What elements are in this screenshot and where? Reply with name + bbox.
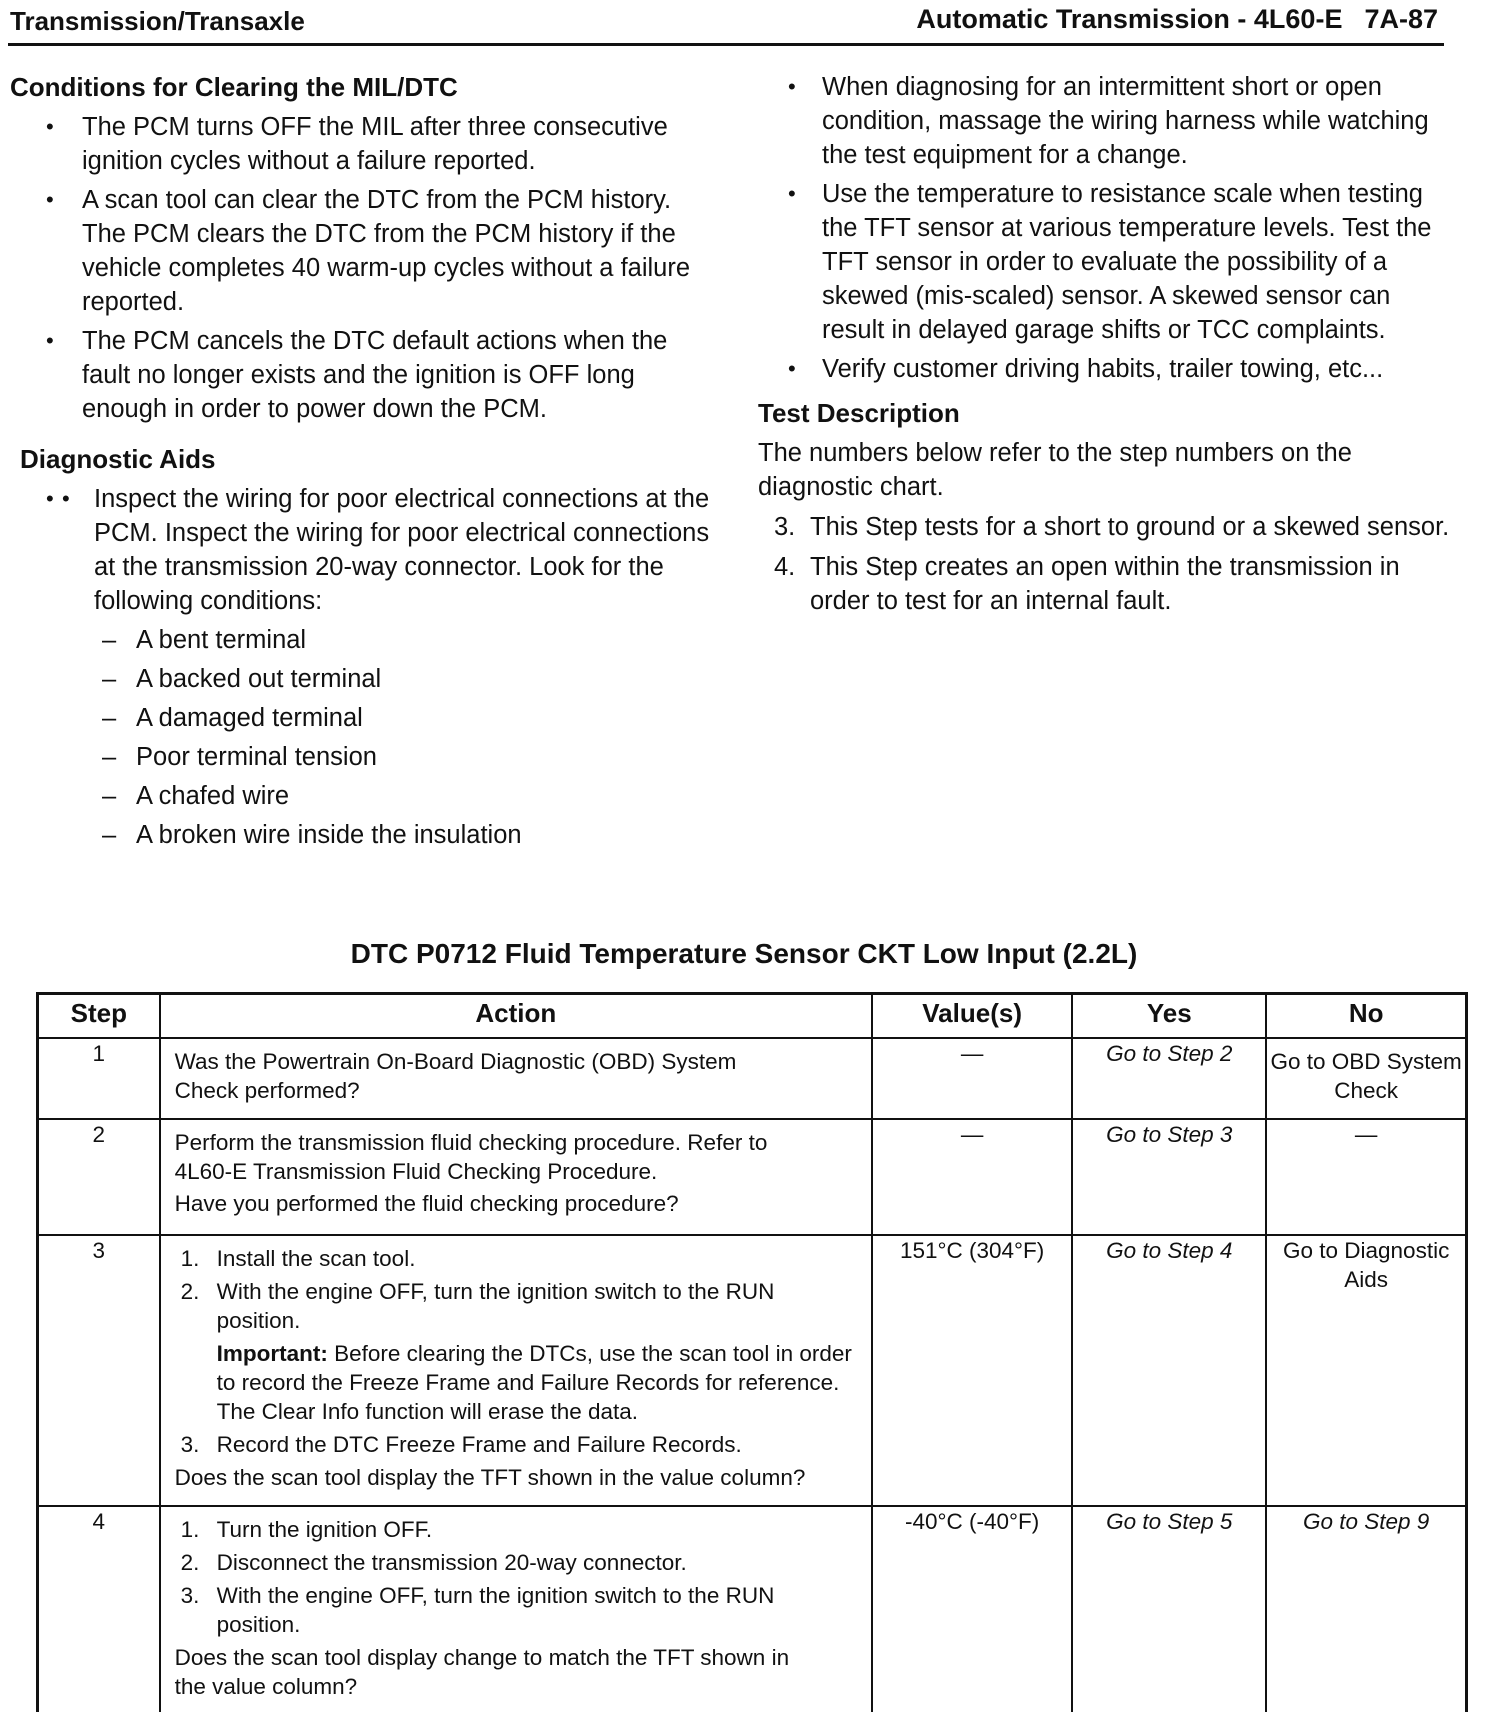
item-number: 3. [180,1431,200,1457]
item-number: 1. [180,1516,200,1542]
item-text: This Step tests for a short to ground or a skewed sensor. [810,513,1450,541]
list-item [10,482,710,618]
step-number: 4 [38,1506,160,1712]
chapter-title [916,4,1438,35]
action-question: Does the scan tool display change to match the TFT shown in the value column? [174,1644,790,1699]
table-header-row [38,994,1467,1038]
list-item: • The PCM cancels the DTC default actions when the fault no longer exists and the ignition is OFF long enough in order to power down the PCM. [10,324,710,426]
important-note [175,1339,857,1426]
list-item: • Verify customer driving habits, trailer towing, etc... [758,352,1458,386]
action-question: Was the Powertrain On-Board Diagnostic (OBD) System Check performed? [174,1048,737,1103]
action-cell [160,1038,872,1119]
value-cell: -40°C (-40°F) [872,1506,1072,1712]
important-label: Important: [216,1340,328,1366]
action-question: Does the scan tool display the TFT shown in the value column? [174,1464,806,1490]
item-number: 4. [774,553,796,581]
diagnostic-table [36,992,1468,1712]
list-item: – A bent terminal [10,623,710,657]
item-number: 3. [774,513,796,541]
bullet-icon: • • [62,486,70,511]
important-text: Before clearing the DTCs, use the scan tool in order to record the Freeze Frame and Failure Records for reference. The Clear Info function will erase the data. [216,1340,852,1424]
diagnostic-aids-heading: Diagnostic Aids [20,444,216,474]
list-item: • The PCM turns OFF the MIL after three consecutive ignition cycles without a failure reported. [10,110,710,178]
no-cell: Go to OBD System Check [1266,1038,1466,1119]
no-cell: Go to Step 9 [1266,1506,1466,1712]
action-cell [160,1119,872,1235]
action-step [175,1515,857,1544]
item-text: With the engine OFF, turn the ignition switch to the RUN position. [216,1582,775,1637]
list-item: • When diagnosing for an intermittent short or open condition, massage the wiring harness while watching the test equipment for a change. [758,70,1458,172]
yes-cell: Go to Step 3 [1072,1119,1266,1235]
list-item: • A scan tool can clear the DTC from the PCM history. The PCM clears the DTC from the PCM history if the vehicle completes 40 warm-up cycles without a failure reported. [10,183,710,319]
clearing-list [10,110,710,426]
table-title: DTC P0712 Fluid Temperature Sensor CKT Low Input (2.2L) [350,938,1138,969]
header-action: Action [160,994,872,1038]
step-number: 3 [38,1235,160,1506]
item-number: 2. [180,1549,200,1575]
list-item-text: Inspect the wiring for poor electrical connections at the PCM. Inspect the wiring for poor electrical connections at the transmission 20-way connector. Look for the following conditions: [94,485,710,615]
item-text: Disconnect the transmission 20-way connector. [216,1549,687,1575]
item-number: 3. [180,1582,200,1608]
action-question: Have you performed the fluid checking procedure? [174,1190,679,1216]
table-row [38,1235,1467,1506]
yes-cell: Go to Step 4 [1072,1235,1266,1506]
page-number: 7A-87 [1364,4,1438,34]
table-row [38,1506,1467,1712]
item-number: 2. [180,1278,200,1304]
table-row [38,1038,1467,1119]
test-description-intro: The numbers below refer to the step numbers on the diagnostic chart. [758,439,1352,501]
list-item: – A broken wire inside the insulation [10,818,710,852]
action-step [175,1430,857,1459]
conditions-list [10,623,710,852]
action-cell [160,1235,872,1506]
item-text: This Step creates an open within the transmission in order to test for an internal fault. [810,553,1400,615]
action-step [175,1277,857,1335]
list-item: – Poor terminal tension [10,740,710,774]
item-text: Install the scan tool. [216,1245,416,1271]
yes-cell: Go to Step 5 [1072,1506,1266,1712]
list-item: – A damaged terminal [10,701,710,735]
test-description-list [758,510,1458,618]
list-item [758,510,1458,544]
chapter-name: Automatic Transmission - 4L60-E [916,4,1343,34]
value-cell: 151°C (304°F) [872,1235,1072,1506]
action-cell [160,1506,872,1712]
no-cell: Go to Diagnostic Aids [1266,1235,1466,1506]
diagnostic-aids-continued-list [758,70,1458,386]
list-item: – A chafed wire [10,779,710,813]
table-row [38,1119,1467,1235]
item-text: Turn the ignition OFF. [216,1516,433,1542]
item-text: Record the DTC Freeze Frame and Failure Records. [216,1431,742,1457]
value-cell: — [872,1038,1072,1119]
diagnostic-aids-list [10,482,710,618]
header-step: Step [38,994,160,1038]
header-values: Value(s) [872,994,1072,1038]
list-item: – A backed out terminal [10,662,710,696]
list-item [758,550,1458,618]
list-item: • Use the temperature to resistance scale when testing the TFT sensor at various temperature levels. Test the TFT sensor in order to evaluate the possibility of a skewed (mis-scaled) sensor. A skewed sensor can result in delayed garage shifts or TCC complaints. [758,177,1458,347]
item-number: 1. [180,1245,200,1271]
header-yes: Yes [1072,994,1266,1038]
no-cell: — [1266,1119,1466,1235]
step-number: 1 [38,1038,160,1119]
action-step [175,1548,857,1577]
page-header [8,4,1444,46]
section-title: Transmission/Transaxle [10,6,305,36]
clearing-heading: Conditions for Clearing the MIL/DTC [10,72,458,102]
item-text: With the engine OFF, turn the ignition switch to the RUN position. [216,1278,775,1333]
right-column [758,70,1458,624]
test-description-heading: Test Description [758,398,960,428]
action-step [175,1244,857,1273]
value-cell: — [872,1119,1072,1235]
action-step [175,1581,857,1639]
left-column [10,70,710,857]
header-no: No [1266,994,1466,1038]
action-text: Perform the transmission fluid checking procedure. Refer to 4L60-E Transmission Fluid Checking Procedure. [174,1129,768,1184]
step-number: 2 [38,1119,160,1235]
yes-cell: Go to Step 2 [1072,1038,1266,1119]
